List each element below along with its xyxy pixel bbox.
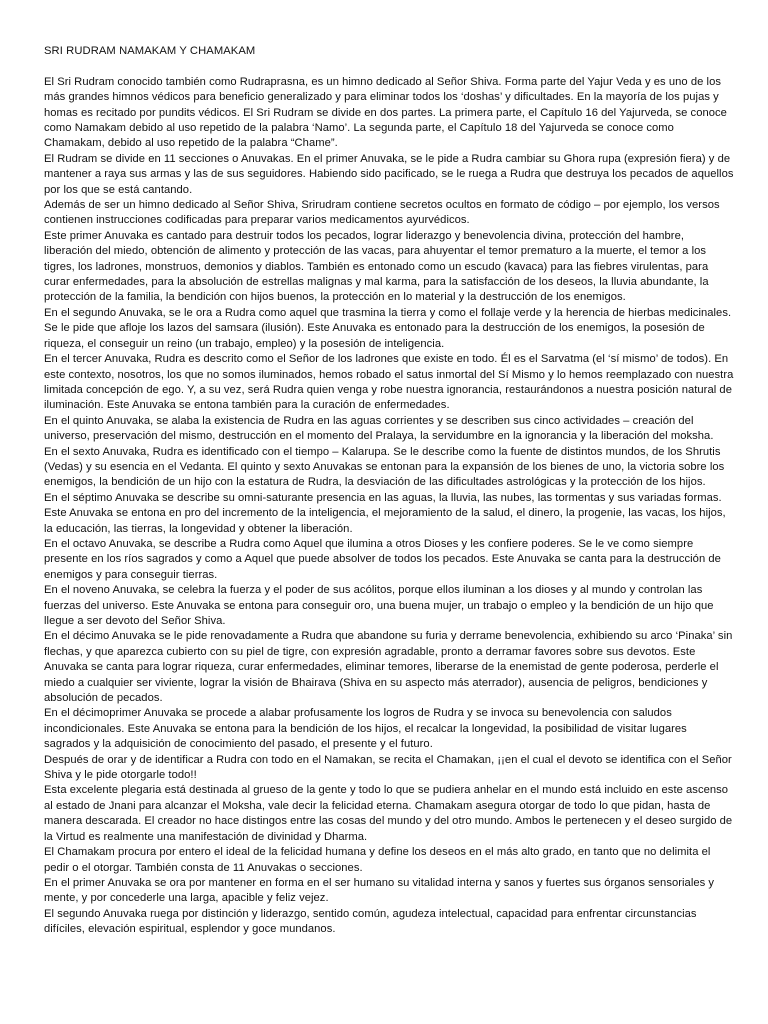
document-title: SRI RUDRAM NAMAKAM Y CHAMAKAM	[44, 45, 256, 57]
paragraph-intro: El Sri Rudram conocido también como Rudraprasna, es un himno dedicado al Señor Shiva. Forma parte del Yajur Veda y es uno de los más grandes himnos védicos para beneficio generalizado y para eliminar todos los ‘doshas’ y dificultades. En la mayoría de los pujas y homas es recitado por pundits védicos. El Sri Rudram se divide en dos partes. La primera parte, el Capítulo 16 del Yajurveda, se conoce como Namakam debido al uso repetido de la palabra ‘Namo’. La segunda parte, el Capítulo 18 del Yajurveda se conoce como Chamakam, debido al uso repetido de la palabra “Chame”.	[44, 75, 727, 150]
paragraph-second-anuvaka: En el segundo Anuvaka, se le ora a Rudra como aquel que trasmina la tierra y como el follaje verde y la herencia de hierbas medicinales. Se le pide que afloje los lazos del samsara (ilusión). Este Anuvaka es entonado para la destrucción de los enemigos, la posesión de riqueza, el conseguir un reino (un trabajo, empleo) y la posesión de inteligencia.	[44, 306, 732, 350]
paragraph-third-anuvaka: En el tercer Anuvaka, Rudra es descrito como el Señor de los ladrones que existe en todo. Él es el Sarvatma (el ‘sí mismo’ de todos). En este contexto, nosotros, los que no somos iluminados, hemos robado el satus inmortal del Sí Mismo y lo hemos reemplazado con nuestra limitada concepción de ego. Y, a su vez, será Rudra quien venga y robe nuestra ignorancia, restaurándonos a nuestra posición natural de iluminación. Este Anuvaka se entona también para la curación de enfermedades.	[44, 353, 734, 412]
paragraph-first-anuvaka: Este primer Anuvaka es cantado para destruir todos los pecados, lograr liderazgo y benevolencia divina, protección del hambre, liberación del miedo, obtención de alimento y protección de las vacas, para ahuyentar el temor prematuro a la muerte, el temor a los tigres, los ladrones, monstruos, demonios y diablos. También es entonado como un escudo (kavaca) para las fiebres virulentas, para curar enfermedades, para la absolución de estrellas malignas y mal karma, para la satisfacción de los deseos, la lluvia abundante, la protección de la familia, la bendición con hijos buenos, la protección en lo material y la destrucción de los enemigos.	[44, 229, 709, 304]
document-page	[44, 44, 734, 938]
document-body	[44, 75, 734, 938]
paragraph-chamakam-intro: Después de orar y de identificar a Rudra con todo en el Namakan, se recita el Chamakan, ¡¡en el cual el devoto se identifica con el Señor Shiva y le pide otorgarle todo!!	[44, 753, 732, 782]
paragraph-seventh-anuvaka: En el séptimo Anuvaka se describe su omni-saturante presencia en las aguas, la lluvia, las nubes, las tormentas y sus variadas formas. Este Anuvaka se entona en pro del incremento de la inteligencia, el mejoramiento de la salud, el dinero, la progenie, las vacas, los hijos, la educación, las tierras, la longevidad y obtener la liberación.	[44, 491, 726, 535]
paragraph-ninth-anuvaka: En el noveno Anuvaka, se celebra la fuerza y el poder de sus acólitos, porque ellos iluminan a los dioses y al mundo y controlan las fuerzas del universo. Este Anuvaka se entona para conseguir oro, una buena mujer, un trabajo o empleo y la bendición de un hijo que llegue a ser devoto del Señor Shiva.	[44, 584, 714, 628]
paragraph-excellent-prayer: Esta excelente plegaria está destinada al grueso de la gente y todo lo que se pudiera anhelar en el mundo está incluido en este ascenso al estado de Jnani para alcanzar el Moksha, vale decir la felicidad eterna. Chamakam asegura otorgar de todo lo que pidan, hasta de manera descarada. El creador no hace distingos entre las cosas del mundo y del otro mundo. Ambos le pertenecen y el deseo surgido de la Virtud es realmente una manifestación de divinidad y Dharma.	[44, 784, 733, 843]
paragraph-tenth-anuvaka: En el décimo Anuvaka se le pide renovadamente a Rudra que abandone su furia y derrame benevolencia, exhibiendo su arco ‘Pinaka’ sin flechas, y que aparezca cubierto con su piel de tigre, con expresión agradable, pronto a derramar favores sobre sus devotos. Este Anuvaka se canta para lograr riqueza, curar enfermedades, eliminar temores, liberarse de la enemistad de gente poderosa, perderle el miedo a cualquier ser viviente, lograr la visión de Bhairava (Shiva en su aspecto más aterrador), ausencia de peligros, bendiciones y absolución de pecados.	[44, 630, 733, 705]
paragraph-sixth-anuvaka: En el sexto Anuvaka, Rudra es identificado con el tiempo – Kalarupa. Se le describe como la fuente de distintos mundos, de los Shrutis (Vedas) y su esencia en el Vedanta. El quinto y sexto Anuvakas se entonan para la expansión de los bienes de uno, la victoria sobre los enemigos, la bendición de un hijo con la estatura de Rudra, la desviación de las dificultades astrológicas y la protección de los hijos.	[44, 445, 725, 489]
paragraph-fifth-anuvaka: En el quinto Anuvaka, se alaba la existencia de Rudra en las aguas corrientes y se describen sus cinco actividades – creación del universo, preservación del mismo, destrucción en el momento del Pralaya, la servidumbre en la ignorancia y la liberación del moksha.	[44, 414, 714, 443]
paragraph-chamakam-ideal: El Chamakam procura por entero el ideal de la felicidad humana y define los deseos en el más alto grado, en tanto que no delimita el pedir o el otorgar. También consta de 11 Anuvakas o secciones.	[44, 846, 711, 874]
paragraph-chamakam-second-anuvaka: El segundo Anuvaka ruega por distinción y liderazgo, sentido común, agudeza intelectual, capacidad para enfrentar circunstancias difíciles, elevación espiritual, esplendor y goce mundanos.	[44, 907, 697, 936]
paragraph-chamakam-first-anuvaka: En el primer Anuvaka se ora por mantener en forma en el ser humano su vitalidad interna y sanos y fuertes sus órganos sensoriales y mente, y por concederle una larga, apacible y feliz vejez.	[44, 876, 715, 905]
paragraph-eighth-anuvaka: En el octavo Anuvaka, se describe a Rudra como Aquel que ilumina a otros Dioses y les confiere poderes. Se le ve como siempre presente en los ríos sagrados y como a Aquel que puede absolver de todos los pecados. Este Anuvaka se canta para la destrucción de enemigos y para conseguir tierras.	[44, 537, 721, 581]
paragraph-hidden-secrets: Además de ser un himno dedicado al Señor Shiva, Srirudram contiene secretos ocultos en formato de código – por ejemplo, los versos contienen instrucciones codificadas para preparar varios medicamentos ayurvédicos.	[44, 199, 720, 227]
paragraph-eleventh-anuvaka: En el décimoprimer Anuvaka se procede a alabar profusamente los logros de Rudra y se invoca su benevolencia con saludos incondicionales. Este Anuvaka se entona para la bendición de los hijos, el recalcar la longevidad, la posibilidad de visitar lugares sagrados y la adquisición de conocimiento del pasado, el presente y el futuro.	[44, 707, 687, 751]
paragraph-rudram-sections: El Rudram se divide en 11 secciones o Anuvakas. En el primer Anuvaka, se le pide a Rudra cambiar su Ghora rupa (expresión fiera) y de mantener a raya sus armas y las de sus seguidores. Habiendo sido pacificado, se le ruega a Rudra que destruya los pecados de aquellos por los que se está cantando.	[44, 152, 734, 196]
